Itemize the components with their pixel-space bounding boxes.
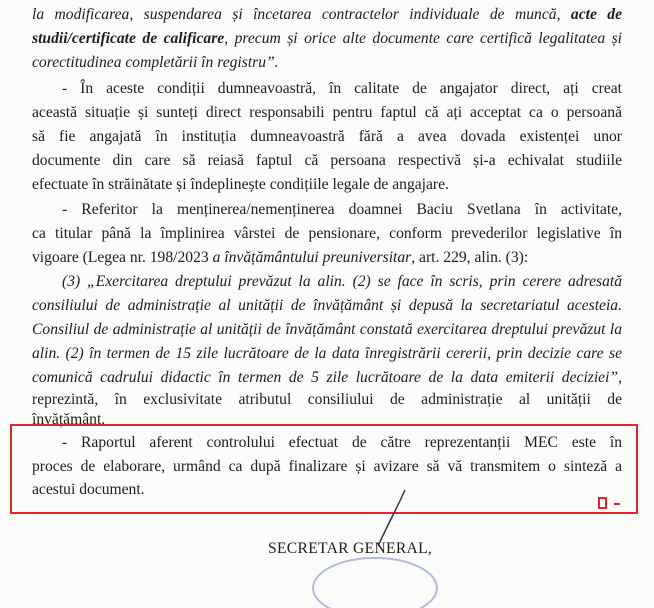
paragraph-3-line-2: ca titular până la împlinirea vârstei de pensionare, conform prevederilor legislative în [32, 225, 622, 242]
highlight-line-2: proces de elaborare, urmând ca după finalizare și avizare să vă transmitem o sinteză a [32, 458, 622, 475]
highlight-line-1: - Raportul aferent controlului efectuat de către reprezentanții MEC este în [62, 434, 622, 451]
paragraph-2-line-1: - În aceste condiții dumneavoastră, în calitate de angajator direct, ați creat [62, 80, 622, 97]
law-quote-line-3: Consiliul de administrație al unității de învățământ constată exercitarea dreptului prevăzut la [32, 321, 622, 338]
signature-title: SECRETAR GENERAL, [268, 540, 433, 557]
paragraph-3-line-1: - Referitor la menținerea/nemenținerea doamnei Baciu Svetlana în activitate, [62, 201, 622, 218]
red-dash-mark [614, 503, 620, 505]
quote-line-1: la modificarea, suspendarea și încetarea contractelor individuale de muncă, acte de [32, 6, 622, 23]
law-quote-line-2: consiliului de administrație al unității de învățământ și depusă la secretariatul acesteia. [32, 297, 622, 314]
paragraph-2-line-3: să fie angajată în instituția dumneavoastră fără a avea dovada existenței unor [32, 128, 622, 145]
law-quote-line-7: învățământ. [32, 411, 106, 428]
law-quote-line-6: reprezintă, în exclusivitate atributul consiliului de administrație al unității de [32, 391, 622, 408]
red-square-mark [598, 497, 607, 509]
paragraph-2-line-4: documente din care să reiasă faptul că persoana respectivă și-a echivalat studiile [32, 152, 622, 169]
quote-line-2: studii/certificate de calificare, precum și orice alte documente care certifică legalitatea și [32, 30, 622, 47]
law-quote-line-5: comunică cadrului didactic în termen de 5 zile lucrătoare de la data emiterii deciziei”, [32, 369, 622, 386]
paragraph-3-line-3: vigoare (Legea nr. 198/2023 a învățământului preuniversitar, art. 229, alin. (3): [32, 249, 529, 266]
law-quote-line-4: alin. (2) în termen de 15 zile lucrătoare de la data înregistrării cererii, prin decizie care se [32, 345, 622, 362]
paragraph-2-line-2: această situație și sunteți direct responsabili pentru faptul că ați acceptat ca o persoană [32, 104, 622, 121]
law-quote-line-1: (3) „Exercitarea dreptului prevăzut la alin. (2) se face în scris, prin cerere adresată [62, 273, 622, 290]
quote-line-3: corectitudinea completării în registru”. [32, 54, 279, 71]
highlight-line-3: acestui document. [32, 481, 145, 498]
paragraph-2-line-5: efectuate în străinătate și îndeplinește condițiile legale de angajare. [32, 176, 449, 193]
signature-stroke-icon [360, 488, 420, 548]
